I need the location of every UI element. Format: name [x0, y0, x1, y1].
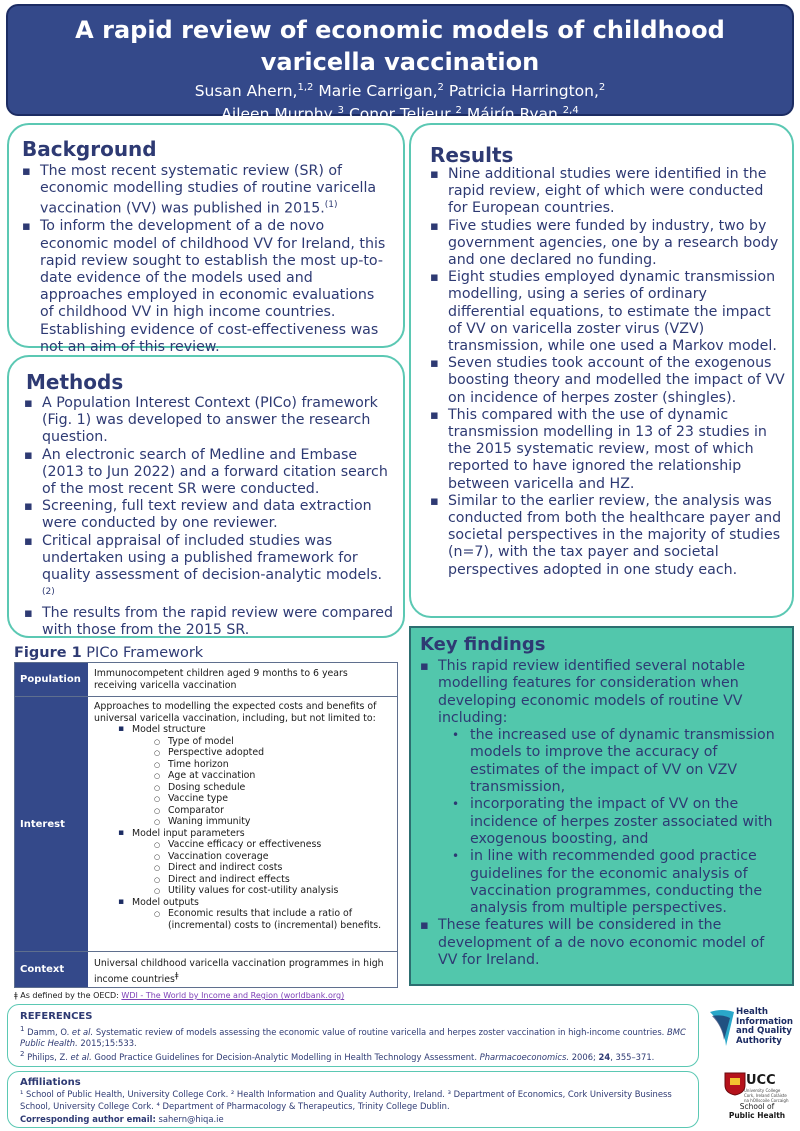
list-item: ▪ Nine additional studies were identified in the rapid review, eight of which were conducted for European countries.	[430, 166, 785, 218]
pico-label-context: Context	[15, 952, 88, 987]
reference-2: $^2$ Philips, Z. et al. Good Practice Guidelines for Decision-Analytic Modelling in Health Technology Assessment. Pharmacoeconomics. 2006; 24, 355–371.	[20, 1050, 655, 1062]
list-item: ▪ Screening, full text review and data extraction were conducted by one reviewer.	[24, 498, 394, 532]
pico-label-population: Population	[15, 663, 88, 696]
table-row	[15, 697, 397, 952]
results-list	[430, 166, 785, 579]
affiliations-heading: Affiliations	[20, 1077, 81, 1088]
author-affiliation: 2	[598, 82, 606, 93]
references-heading: REFERENCES	[20, 1011, 93, 1022]
table-row	[15, 663, 397, 697]
list-item: • the increased use of dynamic transmission models to improve the accuracy of estimates of the impact of VV on VZV transmission,	[452, 727, 782, 796]
author-affiliation: 2	[437, 82, 444, 93]
list-item: ▪ Seven studies took account of the exogenous boosting theory and modelled the impact of VV on incidence of herpes zoster (shingles).	[430, 355, 785, 407]
authors-line-1	[8, 78, 792, 101]
list-item: ▪ This rapid review identified several notable modelling features for consideration when developing economic models of routine VV including: • the increased use of dynamic transmission models to improve the accuracy of estimates of the impact of VV on VZV transmission, • incorporating the impact of VV on the incidence of herpes zoster associated with exogenous boosting, and • in line with recommended good practice guidelines for the economic analysis of vaccination programmes, conducting the analysis from multiple perspectives.	[420, 658, 782, 917]
author-affiliation: 2	[455, 105, 462, 117]
list-item: ▪ An electronic search of Medline and Embase (2013 to Jun 2022) and a forward citation search of the most recent SR were conducted.	[24, 447, 394, 499]
poster-title: A rapid review of economic models of childhood varicella vaccination	[75, 16, 725, 76]
key-findings-list	[420, 658, 782, 969]
list-item: ▪ Five studies were funded by industry, two by government agencies, one by a research body and one declared no funding.	[430, 218, 785, 270]
background-heading: Background	[22, 137, 157, 161]
results-heading: Results	[430, 143, 514, 167]
ucc-logo: UCC University College Cork, Ireland Coláiste na hOllscoile Corcaigh School of Public Health	[720, 1072, 794, 1128]
author-affiliation: 3	[337, 105, 345, 117]
author-affiliation: 1,2	[297, 82, 314, 93]
list-item: ▪ To inform the development of a de novo economic model of childhood VV for Ireland, this rapid review sought to establish the most up-to-date evidence of the models used and approaches employed in economic evaluations of childhood VV in high income countries. Establishing evidence of cost-effectiveness was not an aim of this review.	[22, 218, 390, 356]
list-item: • in line with recommended good practice guidelines for the economic analysis of vaccination programmes, conducting the analysis from multiple perspectives.	[452, 848, 782, 917]
author-name: Marie Carrigan,	[313, 82, 438, 101]
table-row	[15, 952, 397, 987]
affiliations-text: ¹ School of Public Health, University College Cork. ² Health Information and Quality Authority, Ireland. ³ Department of Economics, Cork University Business School, University College Cork. ⁴ Department of Pharmacology & Therapeutics, Trinity College Dublin.	[20, 1089, 672, 1111]
figure-caption: Figure 1 PICo Framework	[14, 645, 204, 661]
methods-heading: Methods	[26, 370, 124, 394]
pico-cell: Approaches to modelling the expected costs and benefits of universal varicella vaccination, including, but not limited to: ▪ Model structure ○ Type of model ○ Perspective adopted ○ Time horizon ○ Age at vaccination ○ Dosing schedule ○ Vaccine type ○ Comparator ○ Waning immunity ▪ Model input parameters ○ Vaccine efficacy or effectiveness ○ Vaccination coverage ○ Direct and indirect costs ○ Direct and indirect effects ○ Utility values for cost-utility analysis ▪ Model outputs ○ Economic results that include a ratio of (incremental) costs to (incremental) benefits.	[88, 697, 397, 951]
key-findings-sublist	[452, 727, 782, 917]
ucc-crest-icon	[724, 1072, 746, 1096]
list-item: ▪ These features will be considered in the development of a de novo economic model of VV for Ireland.	[420, 917, 782, 969]
list-item: ▪ Critical appraisal of included studies was undertaken using a published framework for quality assessment of decision-analytic models.$^{(2)}$	[24, 533, 394, 606]
key-findings-heading: Key findings	[420, 634, 546, 655]
author-email[interactable]: sahern@hiqa.ie	[155, 1114, 224, 1124]
pico-cell: Immunocompetent children aged 9 months to 6 years receiving varicella vaccination	[94, 668, 348, 691]
list-item: ▪ The results from the rapid review were compared with those from the 2015 SR.	[24, 605, 394, 639]
list-item: ▪ This compared with the use of dynamic transmission modelling in 13 of 23 studies in the 2015 systematic review, most of which reported to have ignored the relationship between varicella and HZ.	[430, 407, 785, 493]
citation: (2)	[42, 587, 55, 598]
author-name: Patricia Harrington,	[443, 82, 599, 101]
hiqa-swoosh-icon	[708, 1006, 736, 1050]
author-name: Máirín Ryan,	[461, 105, 563, 124]
author-affiliation: 2,4	[562, 105, 579, 117]
poster-header	[6, 4, 794, 124]
list-item: ▪ Similar to the earlier review, the analysis was conducted from both the healthcare payer and societal perspectives in the majority of studies (n=7), with the tax payer and societal perspectives adopted in one study each.	[430, 493, 785, 579]
background-list	[22, 163, 390, 356]
pico-label-interest: Interest	[15, 697, 88, 951]
pico-table	[14, 662, 398, 988]
figure-footnote: ǂ As defined by the OECD: WDI - The World by Income and Region (worldbank.org)	[14, 991, 345, 1000]
list-item: ▪ Eight studies employed dynamic transmission modelling, using a series of ordinary differential equations, to estimate the impact of VV on varicella zoster virus (VZV) transmission, while one used a Markov model.	[430, 269, 785, 355]
author-name: Aileen Murphy,	[221, 105, 338, 124]
citation: (1)	[324, 200, 338, 211]
author-name: Conor Teljeur,	[344, 105, 456, 124]
methods-list	[24, 395, 394, 640]
authors-line-2	[8, 101, 792, 124]
list-item: ▪ The most recent systematic review (SR) of economic modelling studies of routine varicella vaccination (VV) was published in 2015.$^{(1)}$	[22, 163, 390, 218]
pico-cell: Universal childhood varicella vaccination programmes in high income countries$^ǂ$	[94, 958, 384, 985]
reference-1: $^1$ Damm, O. et al. Systematic review of models assessing the economic value of routine varicella and herpes zoster vaccination in high-income countries. BMC Public Health. 2015;15:533.	[20, 1025, 686, 1048]
list-item: ▪ A Population Interest Context (PICo) framework (Fig. 1) was developed to answer the research question.	[24, 395, 394, 447]
worldbank-link[interactable]: WDI - The World by Income and Region (worldbank.org)	[121, 991, 345, 1000]
list-item: • incorporating the impact of VV on the incidence of herpes zoster associated with exogenous boosting, and	[452, 796, 782, 848]
hiqa-logo: Health Information and Quality Authority	[708, 1006, 794, 1056]
corresponding-author: Corresponding author email: sahern@hiqa.ie	[20, 1114, 224, 1124]
author-name: Susan Ahern,	[194, 82, 298, 101]
